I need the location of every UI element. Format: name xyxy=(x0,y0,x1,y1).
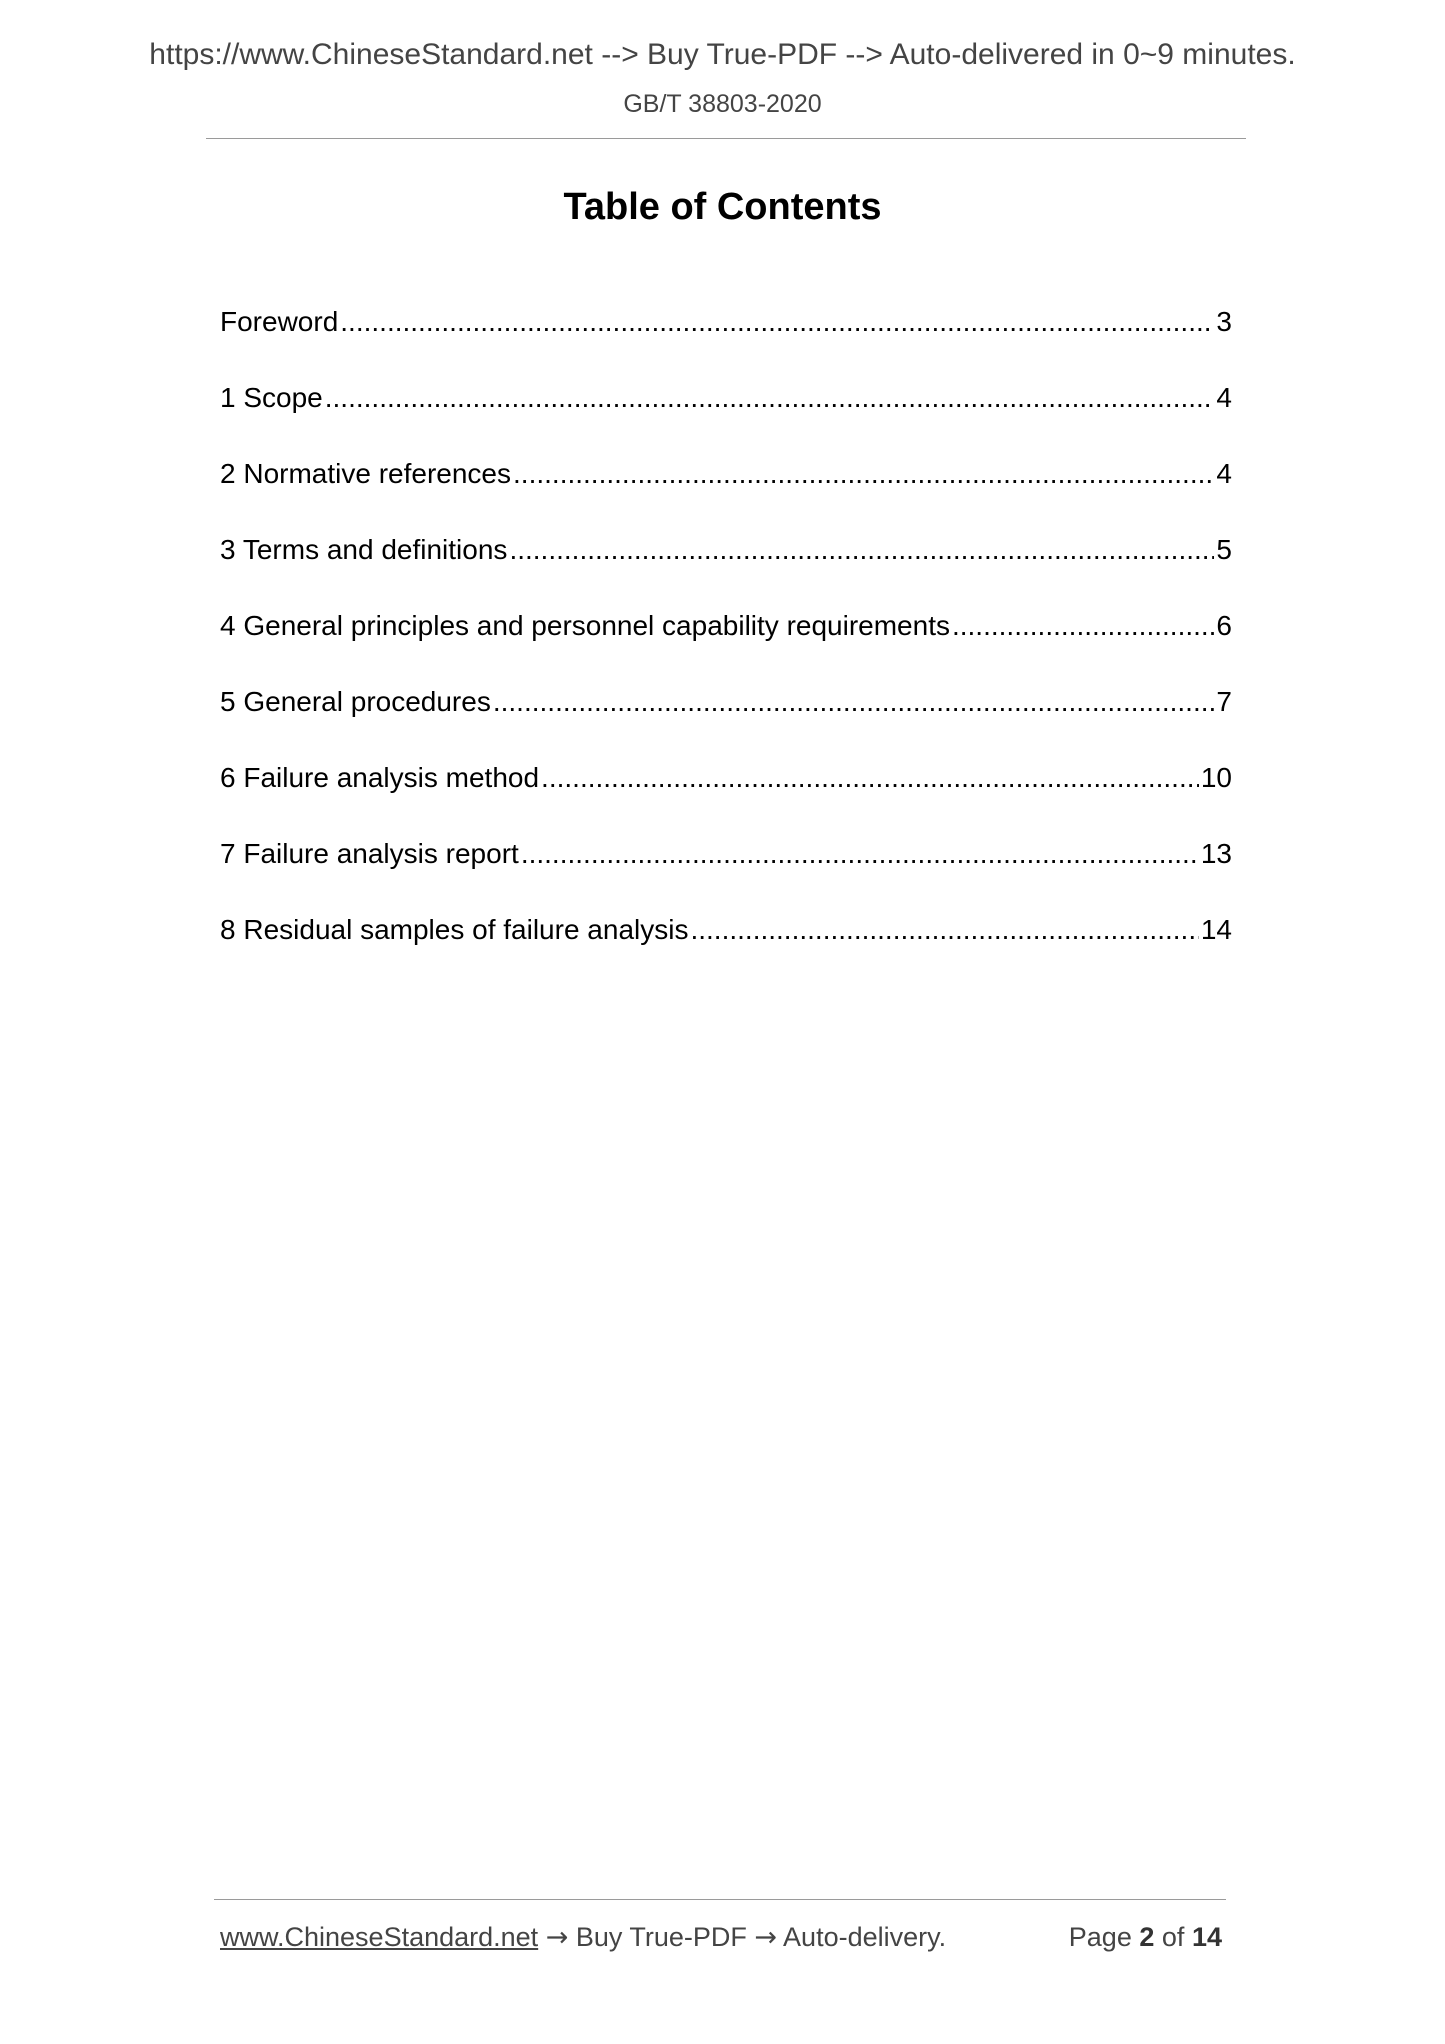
toc-entry-scope[interactable] xyxy=(220,381,1232,457)
toc-entry-label: 4 General principles and personnel capability requirements xyxy=(220,610,950,641)
toc-entry-general-principles[interactable] xyxy=(220,609,1232,685)
toc-entry-failure-analysis-method[interactable] xyxy=(220,761,1232,837)
header-banner: https://www.ChineseStandard.net --> Buy True-PDF --> Auto-delivered in 0~9 minutes. xyxy=(149,38,1296,71)
toc-entry-page: 10 xyxy=(1200,762,1232,793)
toc-entry-page: 14 xyxy=(1200,914,1232,945)
footer-buy-text: Buy True-PDF xyxy=(575,1922,747,1952)
toc-entry-failure-analysis-report[interactable] xyxy=(220,837,1232,913)
toc-entry-page: 6 xyxy=(1216,610,1232,641)
toc-entry-label: 2 Normative references xyxy=(220,458,512,489)
toc-entry-residual-samples[interactable] xyxy=(220,913,1232,989)
toc-entry-foreword[interactable] xyxy=(220,305,1232,381)
toc-entry-general-procedures[interactable] xyxy=(220,685,1232,761)
toc-entry-normative-references[interactable] xyxy=(220,457,1232,533)
toc-entry-label: 7 Failure analysis report xyxy=(220,838,519,869)
toc-dot-leader xyxy=(493,685,1215,719)
toc-entry-label: 5 General procedures xyxy=(220,686,491,717)
page-total: 14 xyxy=(1191,1922,1222,1952)
toc-entry-label: 1 Scope xyxy=(220,382,323,413)
toc-entry-page: 7 xyxy=(1216,686,1232,717)
page-title: Table of Contents xyxy=(563,186,882,228)
arrow-right-icon: → xyxy=(545,1922,569,1953)
toc-dot-leader xyxy=(952,609,1214,643)
toc-entry-page: 4 xyxy=(1216,458,1232,489)
toc-entry-page: 3 xyxy=(1216,306,1232,337)
toc-dot-leader xyxy=(325,381,1215,415)
page-footer xyxy=(220,1922,1222,1953)
toc-dot-leader xyxy=(509,533,1214,567)
toc-entry-page: 13 xyxy=(1200,838,1232,869)
footer-delivery-text: Auto-delivery. xyxy=(783,1922,947,1952)
page-current: 2 xyxy=(1139,1922,1155,1952)
arrow-right-icon: → xyxy=(754,1922,778,1953)
toc-dot-leader xyxy=(521,837,1199,871)
footer-left xyxy=(220,1922,946,1953)
toc-entry-terms-definitions[interactable] xyxy=(220,533,1232,609)
toc-dot-leader xyxy=(340,305,1214,339)
toc-dot-leader xyxy=(513,457,1214,491)
document-id: GB/T 38803-2020 xyxy=(623,90,822,118)
toc-dot-leader xyxy=(541,761,1199,795)
toc-entry-label: Foreword xyxy=(220,306,339,337)
table-of-contents xyxy=(220,305,1232,989)
page-word: Page xyxy=(1068,1922,1132,1952)
toc-entry-label: 8 Residual samples of failure analysis xyxy=(220,914,689,945)
toc-entry-label: 3 Terms and definitions xyxy=(220,534,508,565)
header-divider xyxy=(206,138,1246,139)
toc-entry-page: 4 xyxy=(1216,382,1232,413)
footer-divider xyxy=(214,1899,1226,1900)
footer-site-link[interactable]: www.ChineseStandard.net xyxy=(220,1922,539,1952)
toc-dot-leader xyxy=(690,913,1198,947)
of-word: of xyxy=(1161,1922,1185,1952)
toc-entry-label: 6 Failure analysis method xyxy=(220,762,540,793)
page-number xyxy=(1069,1922,1222,1953)
toc-entry-page: 5 xyxy=(1216,534,1232,565)
